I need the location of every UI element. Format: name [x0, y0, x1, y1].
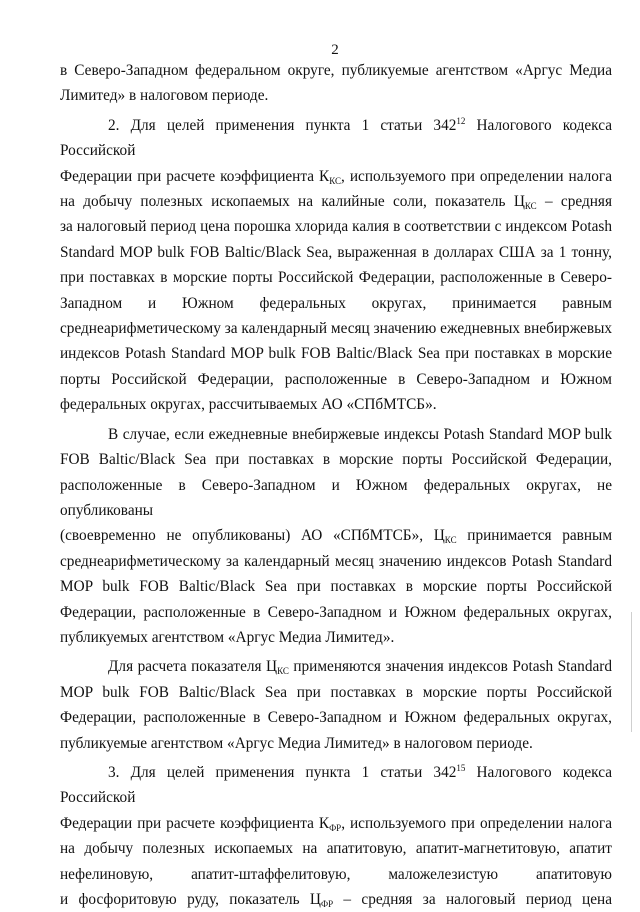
subscript: КС [277, 666, 289, 677]
text-line: FOB Baltic/Black Sea при поставках в морские порты Российской Федерации, [60, 451, 612, 469]
paragraph-continuation [60, 58, 612, 109]
text-line: Федерации, расположенные в Северо-Западном и Южном федеральных округах, [60, 709, 612, 727]
text-line: Федерации при расчете коэффициента $К_{КС}$, используемого при определении налога [60, 167, 612, 186]
subscript: КС [444, 535, 457, 546]
text-line: за налоговый период цена порошка хлорида калия в соответствии с индексом Potash [60, 218, 612, 236]
text-line: Западном и Южном федеральных округах, принимается равным [60, 294, 612, 312]
subscript: КС [329, 175, 342, 186]
page-number: 2 [331, 42, 339, 58]
document-body [60, 58, 612, 912]
text-line: 2. Для целей применения пункта 1 статьи $342^{12}$ Налогового кодекса Российской [60, 115, 612, 160]
scan-margin-mark [631, 612, 632, 732]
text-line: Федерации, расположенные в Северо-Западном и Южном федеральных округах, [60, 603, 612, 621]
subscript: ФР [320, 899, 334, 909]
text-line: на добычу полезных ископаемых на калийные соли, показатель $Ц_{КС}$ – средняя [60, 193, 612, 212]
paragraph-item-3 [60, 760, 612, 912]
subscript: ФР [329, 822, 342, 833]
text-line: 3. Для целей применения пункта 1 статьи $342^{15}$ Налогового кодекса Российской [60, 762, 612, 807]
text-line: Лимитед» в налоговом периоде. [60, 87, 269, 105]
text-line: публикуемые агентством «Аргус Медиа Лимитед» в налоговом периоде. [60, 734, 533, 752]
text-line: (своевременно не опубликованы) АО «СПбМТСБ», $Ц_{КС}$ принимается равным [60, 527, 613, 546]
text-line: В случае, если ежедневные внебиржевые индексы Potash Standard MOP bulk [108, 425, 612, 443]
paragraph-fallback-case [60, 422, 612, 651]
text-line: Для расчета показателя $Ц_{КС}$ применяются значения индексов Potash Standard [108, 658, 613, 677]
text-line: в Северо-Западном федеральном округе, публикуемые агентством «Аргус Медиа [60, 62, 612, 79]
text-line: Федерации при расчете коэффициента $К_{ФР}$, используемого при определении налога [60, 814, 612, 833]
text-line: нефелиновую, апатит-штаффелитовую, маложелезистую апатитовую [60, 865, 612, 883]
text-line: MOP bulk FOB Baltic/Black Sea при поставках в морские порты Российской [60, 683, 612, 701]
superscript: 15 [456, 762, 466, 773]
text-line: расположенные в Северо-Западном и Южном федеральных округах, не опубликованы [60, 476, 612, 519]
text-line: среднеарифметическому за календарный месяц значению индексов Potash Standard [60, 552, 612, 570]
text-line: и фосфоритовую руду, показатель $Ц_{ФР}$ – средняя за налоговый период цена [60, 891, 612, 909]
text-line: MOP bulk FOB Baltic/Black Sea при поставках в морские порты Российской [60, 578, 612, 596]
superscript: 12 [456, 115, 466, 126]
text-line: публикуемых агентством «Аргус Медиа Лимитед». [60, 628, 395, 646]
text-line: на добычу полезных ископаемых на апатитовую, апатит-магнетитовую, апатит [60, 840, 612, 858]
paragraph-index-application [60, 654, 612, 756]
text-line: среднеарифметическому за календарный месяц значению ежедневных внебиржевых [60, 320, 612, 338]
paragraph-item-2 [60, 113, 612, 418]
text-line: федеральных округах, рассчитываемых АО «СПбМТСБ». [60, 396, 437, 414]
subscript: КС [524, 201, 537, 212]
text-line: при поставках в морские порты Российской Федерации, расположенные в Северо- [60, 269, 612, 287]
text-line: Standard MOP bulk FOB Baltic/Black Sea, выраженная в долларах США за 1 тонну, [60, 243, 612, 261]
text-line: индексов Potash Standard MOP bulk FOB Baltic/Black Sea при поставках в морские [60, 345, 612, 363]
text-line: порты Российской Федерации, расположенные в Северо-Западном и Южном [60, 370, 612, 388]
